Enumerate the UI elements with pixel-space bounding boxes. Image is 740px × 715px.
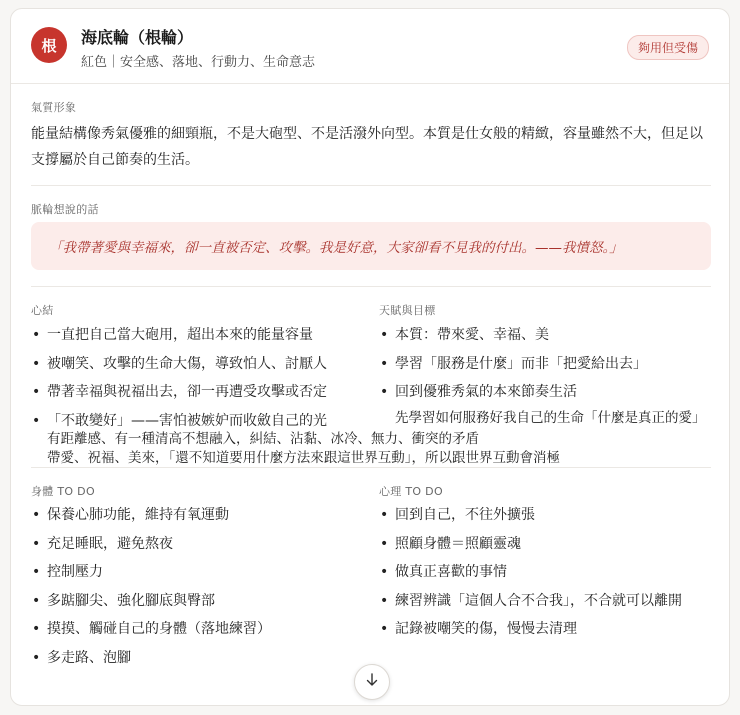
knots-overflow-line: 帶愛、祝福、美來，「還不知道要用什麼方法來跟這世界互動」，所以跟世界互動會消極 bbox=[47, 450, 560, 466]
temperament-label: 氣質形象 bbox=[31, 101, 77, 114]
page-subtitle: 紅色｜安全感、落地、行動力、生命意志 bbox=[81, 55, 316, 70]
list-item: • 照顧身體＝照顧靈魂 bbox=[379, 534, 682, 563]
list-item: • 學習「服務是什麼」而非「把愛給出去」 bbox=[379, 354, 647, 383]
mind-todo-list bbox=[379, 505, 682, 648]
list-item: • 被嘲笑、攻擊的生命大傷，導致怕人、討厭人 bbox=[31, 354, 327, 383]
divider bbox=[31, 467, 711, 468]
card-header bbox=[11, 9, 729, 84]
status-badge: 夠用但受傷 bbox=[627, 35, 709, 60]
list-item: • 一直把自己當大砲用，超出本來的能量容量 bbox=[31, 325, 327, 354]
talent-label: 天賦與目標 bbox=[379, 304, 436, 317]
quote-label: 脈輪想說的話 bbox=[31, 203, 99, 216]
body-todo-list bbox=[31, 505, 271, 676]
list-item: • 帶著幸福與祝福出去，卻一再遭受攻擊或否定 bbox=[31, 382, 327, 411]
list-item: • 保養心肺功能，維持有氧運動 bbox=[31, 505, 271, 534]
scroll-down-button[interactable] bbox=[354, 664, 390, 700]
list-item: • 回到優雅秀氣的本來節奏生活 bbox=[379, 382, 647, 411]
mind-todo-label: 心理 TO DO bbox=[379, 485, 443, 498]
page-title: 海底輪（根輪） bbox=[81, 28, 194, 47]
divider bbox=[31, 286, 711, 287]
list-item: • 練習辨識「這個人合不合我」，不合就可以離開 bbox=[379, 591, 682, 620]
arrow-down-icon bbox=[364, 672, 380, 692]
temperament-text: 能量結構像秀氣優雅的細頸瓶，不是大砲型、不是活潑外向型。本質是仕女般的精緻，容量雖然不大，但足以支撐屬於自己節奏的生活。 bbox=[31, 126, 703, 168]
list-item: • 記錄被嘲笑的傷，慢慢去清理 bbox=[379, 619, 682, 648]
knots-list bbox=[31, 325, 327, 439]
list-item: • 多走路、泡腳 bbox=[31, 648, 271, 677]
knots-label: 心結 bbox=[31, 304, 54, 317]
talent-overflow-line: 先學習如何服務好我自己的生命「什麼是真正的愛」 bbox=[395, 410, 706, 426]
talent-list bbox=[379, 325, 647, 411]
list-item: • 回到自己，不往外擴張 bbox=[379, 505, 682, 534]
quote-text: 「我帶著愛與幸福來，卻一直被否定、攻擊。我是好意，大家卻看不見我的付出。——我憤怒。」 bbox=[49, 240, 623, 256]
avatar: 根 bbox=[31, 27, 67, 63]
quote-box bbox=[31, 222, 711, 270]
divider bbox=[31, 185, 711, 186]
list-item: • 多踮腳尖、強化腳底與臀部 bbox=[31, 591, 271, 620]
knots-overflow-line: 有距離感、有一種清高不想融入，糾結、沾黏、冰冷、無力、衝突的矛盾 bbox=[47, 431, 479, 447]
list-item: • 本質：帶來愛、幸福、美 bbox=[379, 325, 647, 354]
list-item: • 控制壓力 bbox=[31, 562, 271, 591]
list-item: • 「不敢變好」——害怕被嫉妒而收斂自己的光 bbox=[31, 411, 327, 440]
list-item: • 摸摸、觸碰自己的身體（落地練習） bbox=[31, 619, 271, 648]
list-item: • 充足睡眠，避免熬夜 bbox=[31, 534, 271, 563]
body-todo-label: 身體 TO DO bbox=[31, 485, 95, 498]
list-item: • 做真正喜歡的事情 bbox=[379, 562, 682, 591]
chakra-card bbox=[10, 8, 730, 706]
